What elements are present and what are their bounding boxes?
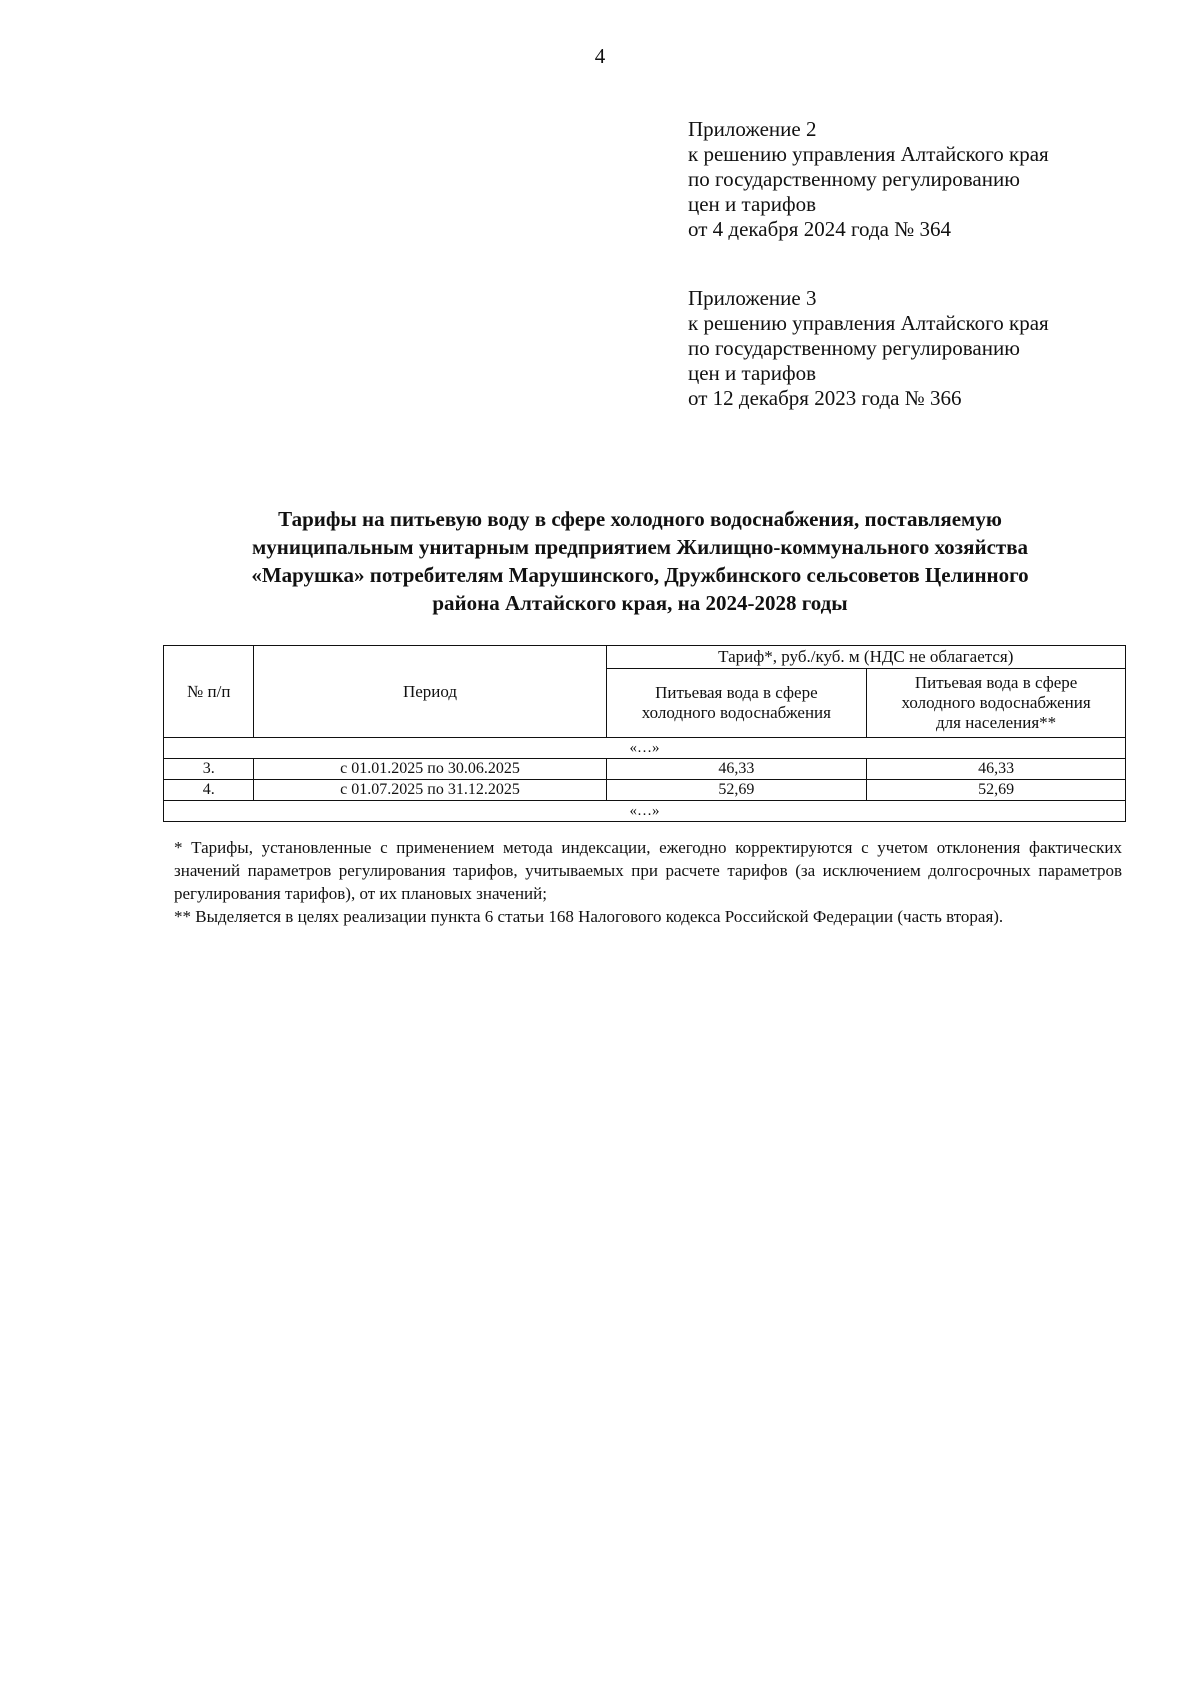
table-header-row xyxy=(164,646,1126,669)
page-number: 4 xyxy=(594,44,606,68)
appendix-3-line: Приложение 3 xyxy=(688,286,817,310)
footnote-tax-code: ** Выделяется в целях реализации пункта 6 статьи 168 Налогового кодекса Российской Федерации (часть вторая). xyxy=(174,907,1004,926)
appendix-3-line: от 12 декабря 2023 года № 366 xyxy=(688,386,962,410)
row-tariff-cold-water: 46,33 xyxy=(606,759,867,780)
row-tariff-population: 52,69 xyxy=(867,780,1126,801)
document-title xyxy=(160,505,1120,617)
table-row xyxy=(164,759,1126,780)
row-period: с 01.01.2025 по 30.06.2025 xyxy=(254,759,606,780)
appendix-2-block xyxy=(688,117,1158,242)
header-population-line: Питьевая вода в сфере xyxy=(914,673,1078,692)
appendix-2-line: по государственному регулированию xyxy=(688,167,1020,191)
header-population-line: для населения** xyxy=(936,713,1057,732)
header-period: Период xyxy=(254,646,606,738)
appendix-2-line: Приложение 2 xyxy=(688,117,817,141)
appendix-3-line: по государственному регулированию xyxy=(688,336,1020,360)
appendix-2-line: к решению управления Алтайского края xyxy=(688,142,1049,166)
header-cold-water-line: Питьевая вода в сфере xyxy=(655,683,818,702)
header-population-line: холодного водоснабжения xyxy=(901,693,1091,712)
table-row-ellipsis xyxy=(164,738,1126,759)
row-number: 4. xyxy=(164,780,254,801)
table-row xyxy=(164,780,1126,801)
header-tariff-group: Тариф*, руб./куб. м (НДС не облагается) xyxy=(606,646,1125,669)
row-number: 3. xyxy=(164,759,254,780)
table-row-ellipsis xyxy=(164,801,1126,822)
appendix-2-line: от 4 декабря 2024 года № 364 xyxy=(688,217,951,241)
row-tariff-population: 46,33 xyxy=(867,759,1126,780)
footnotes xyxy=(174,836,1122,928)
ellipsis-cell: «…» xyxy=(164,738,1126,759)
title-line: «Марушка» потребителям Марушинского, Дружбинского сельсоветов Целинного xyxy=(251,563,1029,587)
header-cold-water xyxy=(606,669,867,738)
appendix-2-line: цен и тарифов xyxy=(688,192,817,216)
header-cold-water-population xyxy=(867,669,1126,738)
title-line: муниципальным унитарным предприятием Жилищно-коммунального хозяйства xyxy=(251,535,1029,559)
row-tariff-cold-water: 52,69 xyxy=(606,780,867,801)
appendix-3-line: к решению управления Алтайского края xyxy=(688,311,1049,335)
header-number: № п/п xyxy=(164,646,254,738)
title-line: Тарифы на питьевую воду в сфере холодного водоснабжения, поставляемую xyxy=(278,507,1002,531)
title-line: района Алтайского края, на 2024-2028 годы xyxy=(432,591,848,615)
footnote-indexation: * Тарифы, установленные с применением метода индексации, ежегодно корректируются с учетом отклонения фактических значений параметров регулирования тарифов, учитываемых при расчете тарифов (за исключением долгосрочных параметров регулирования тарифов), от их плановых значений; xyxy=(174,838,1122,903)
appendix-3-line: цен и тарифов xyxy=(688,361,817,385)
row-period: с 01.07.2025 по 31.12.2025 xyxy=(254,780,606,801)
header-cold-water-line: холодного водоснабжения xyxy=(641,703,831,722)
appendix-3-block xyxy=(688,286,1158,411)
ellipsis-cell: «…» xyxy=(164,801,1126,822)
tariff-table xyxy=(163,645,1126,822)
